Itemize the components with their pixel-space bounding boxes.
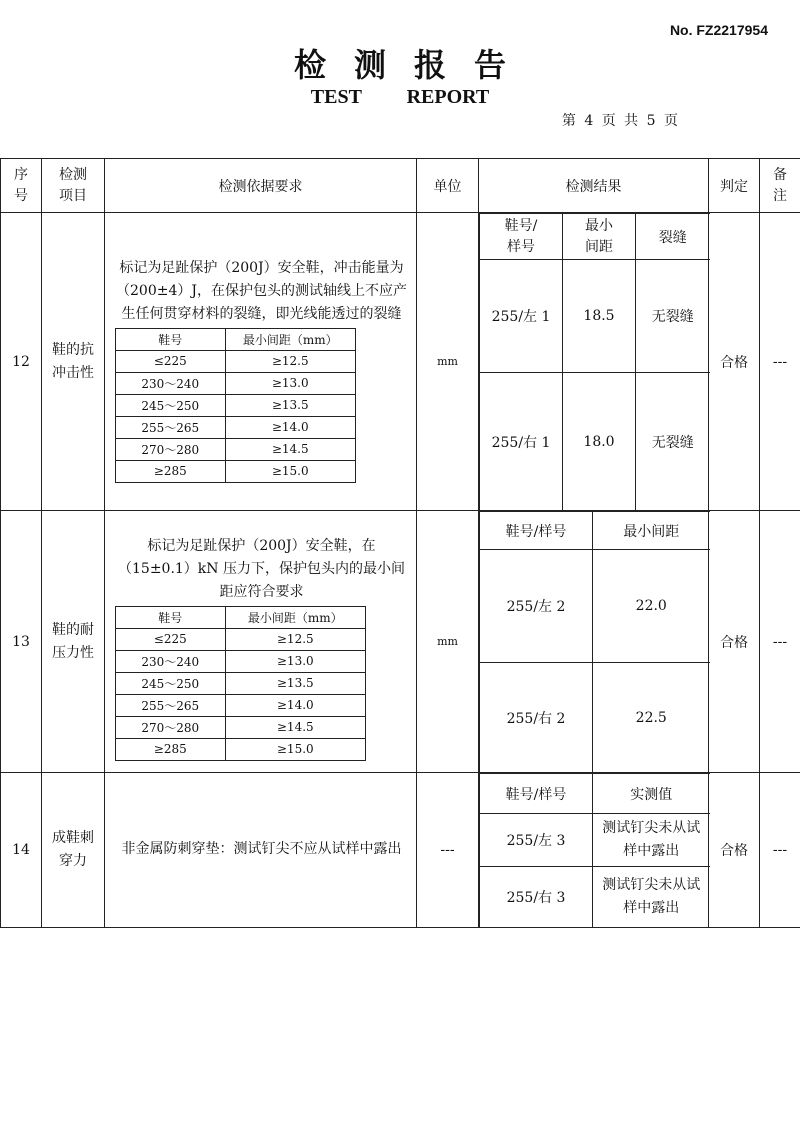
spec-gap: ≥15.0 — [225, 460, 355, 482]
result-sample: 255/右 3 — [480, 867, 593, 928]
spec-size: ≤225 — [116, 628, 226, 650]
header-remark: 备注 — [760, 159, 800, 213]
spec-size: 230～240 — [116, 650, 226, 672]
requirement-text: 标记为足趾保护（200J）安全鞋，冲击能量为（200±4）J，在保护包头的测试轴线上不应产生任何贯穿材料的裂缝，即光线能透过的裂缝 — [116, 259, 407, 322]
spec-size: 270～280 — [116, 438, 226, 460]
test-results-table — [0, 158, 800, 928]
result-sample: 255/左 2 — [480, 550, 593, 663]
result-sample: 255/右 1 — [480, 373, 563, 511]
row-seq: 14 — [1, 773, 42, 928]
spec-table — [115, 328, 356, 483]
row-results — [479, 213, 709, 511]
row-unit: mm — [417, 511, 479, 773]
row-requirement — [105, 773, 417, 928]
row-unit: mm — [417, 213, 479, 511]
spec-head-gap: 最小间距（mm） — [225, 606, 365, 628]
result-crack: 无裂缝 — [636, 260, 710, 373]
spec-size: 230～240 — [116, 372, 226, 394]
row-seq: 12 — [1, 213, 42, 511]
spec-head-gap: 最小间距（mm） — [225, 328, 355, 350]
row-remark: --- — [760, 511, 800, 773]
spec-size: ≥285 — [116, 738, 226, 760]
header-result: 检测结果 — [479, 159, 709, 213]
result-sample: 255/左 3 — [480, 814, 593, 867]
row-item: 成鞋刺穿力 — [42, 773, 105, 928]
row-results — [479, 773, 709, 928]
spec-size: 245～250 — [116, 672, 226, 694]
spec-size: ≥285 — [116, 460, 226, 482]
result-gap: 22.5 — [593, 663, 710, 773]
page-indicator: 第 4 页 共 5 页 — [561, 113, 678, 129]
table-row — [1, 511, 800, 773]
result-head-sample: 鞋号/样号 — [480, 774, 593, 814]
requirement-text: 非金属防刺穿垫：测试钉尖不应从试样中露出 — [121, 840, 402, 857]
header-judgement: 判定 — [709, 159, 760, 213]
result-table — [479, 213, 710, 510]
spec-gap: ≥12.5 — [225, 628, 365, 650]
row-results — [479, 511, 709, 773]
spec-gap: ≥14.0 — [225, 694, 365, 716]
header-item: 检测项目 — [42, 159, 105, 213]
spec-gap: ≥14.5 — [225, 716, 365, 738]
row-judgement: 合格 — [709, 213, 760, 511]
result-crack: 无裂缝 — [636, 373, 710, 511]
result-head-gap: 最小间距 — [563, 214, 636, 260]
row-unit: --- — [417, 773, 479, 928]
spec-gap: ≥12.5 — [225, 350, 355, 372]
spec-size: 245～250 — [116, 394, 226, 416]
spec-head-size: 鞋号 — [116, 606, 226, 628]
report-title-en: TEST REPORT — [310, 86, 490, 108]
result-head-crack: 裂缝 — [636, 214, 710, 260]
result-head-sample: 鞋号/样号 — [480, 214, 563, 260]
result-table — [479, 773, 710, 927]
spec-size: ≤225 — [116, 350, 226, 372]
result-value: 测试钉尖未从试样中露出 — [593, 867, 710, 928]
row-item: 鞋的抗冲击性 — [42, 213, 105, 511]
row-requirement — [105, 213, 417, 511]
header-requirement: 检测依据要求 — [105, 159, 417, 213]
table-row — [1, 213, 800, 511]
result-gap: 22.0 — [593, 550, 710, 663]
row-item: 鞋的耐压力性 — [42, 511, 105, 773]
result-head-value: 实测值 — [593, 774, 710, 814]
spec-gap: ≥13.5 — [225, 672, 365, 694]
row-remark: --- — [760, 213, 800, 511]
result-gap: 18.5 — [563, 260, 636, 373]
result-table — [479, 511, 710, 772]
spec-size: 255～265 — [116, 416, 226, 438]
report-title-cn: 检测报告 — [293, 46, 534, 84]
table-row — [1, 773, 800, 928]
spec-head-size: 鞋号 — [116, 328, 226, 350]
spec-gap: ≥13.0 — [225, 650, 365, 672]
table-header-row — [1, 159, 800, 213]
result-sample: 255/左 1 — [480, 260, 563, 373]
report-number: No. FZ2217954 — [669, 22, 768, 38]
result-value: 测试钉尖未从试样中露出 — [593, 814, 710, 867]
spec-size: 255～265 — [116, 694, 226, 716]
spec-gap: ≥13.5 — [225, 394, 355, 416]
spec-size: 270～280 — [116, 716, 226, 738]
result-head-sample: 鞋号/样号 — [480, 512, 593, 550]
result-sample: 255/右 2 — [480, 663, 593, 773]
row-remark: --- — [760, 773, 800, 928]
result-head-gap: 最小间距 — [593, 512, 710, 550]
spec-gap: ≥13.0 — [225, 372, 355, 394]
row-seq: 13 — [1, 511, 42, 773]
spec-gap: ≥14.0 — [225, 416, 355, 438]
row-judgement: 合格 — [709, 773, 760, 928]
requirement-text: 标记为足趾保护（200J）安全鞋，在（15±0.1）kN 压力下，保护包头内的最小间距应符合要求 — [118, 537, 405, 600]
spec-gap: ≥15.0 — [225, 738, 365, 760]
header-unit: 单位 — [417, 159, 479, 213]
row-judgement: 合格 — [709, 511, 760, 773]
row-requirement — [105, 511, 417, 773]
header-seq: 序号 — [1, 159, 42, 213]
result-gap: 18.0 — [563, 373, 636, 511]
spec-gap: ≥14.5 — [225, 438, 355, 460]
spec-table — [115, 606, 366, 761]
